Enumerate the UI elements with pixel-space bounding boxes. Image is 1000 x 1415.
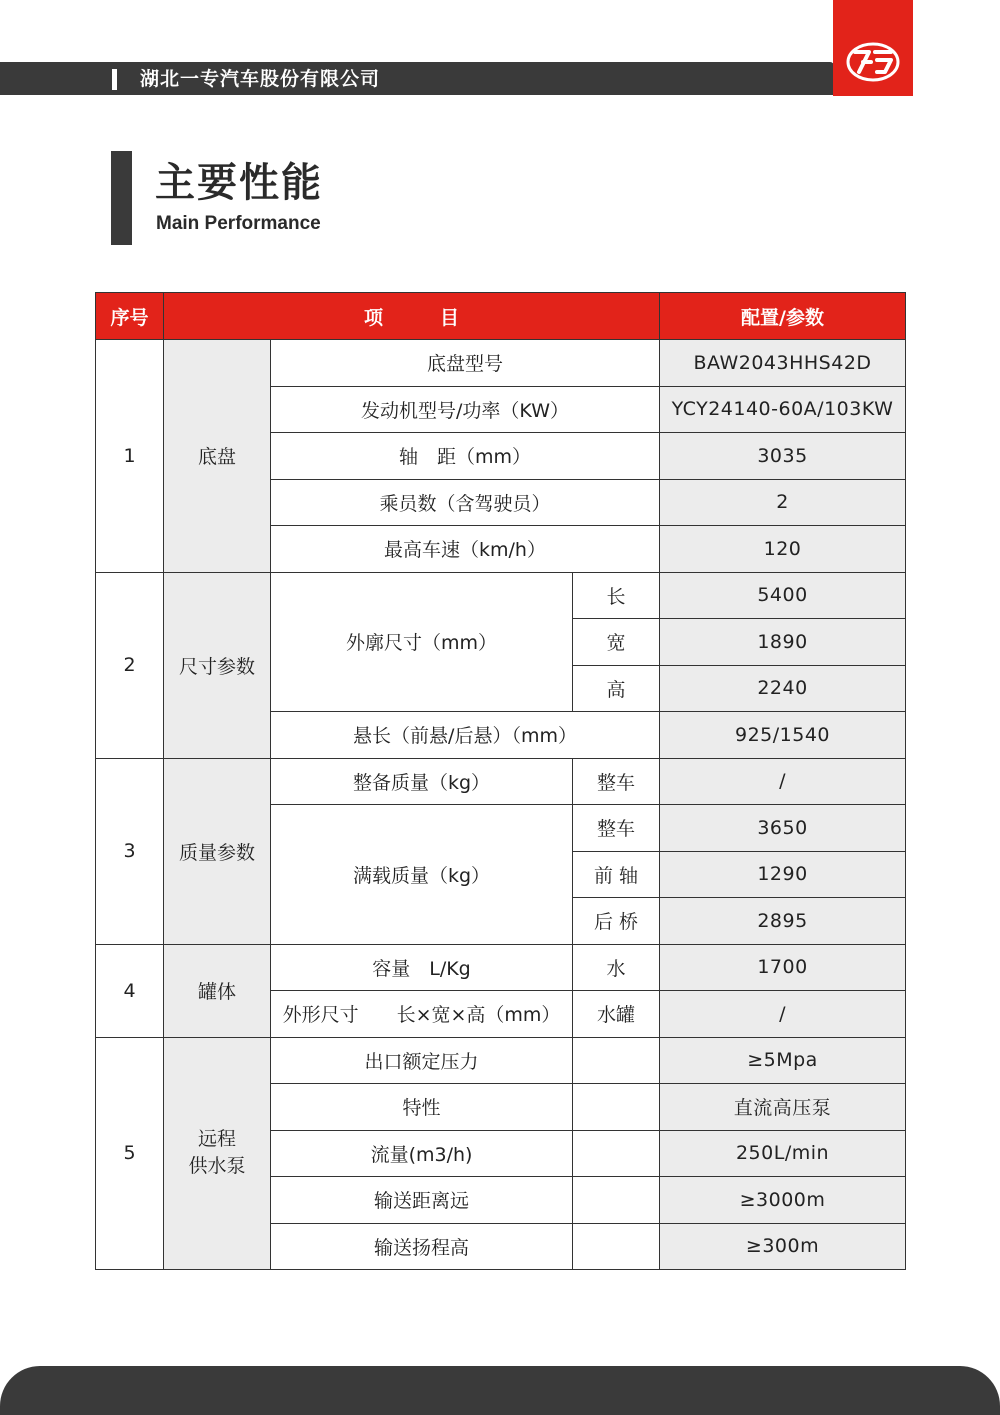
row-value: 5400 <box>660 572 906 619</box>
row-sublabel: 高 <box>573 665 660 712</box>
row-value: 1290 <box>660 851 906 898</box>
row-value: 3650 <box>660 805 906 852</box>
row-label: 流量(m3/h) <box>271 1130 573 1177</box>
company-logo <box>833 0 913 96</box>
section-index: 2 <box>96 572 164 758</box>
row-value: 1890 <box>660 619 906 666</box>
row-label: 容量 L/Kg <box>271 944 573 991</box>
row-label: 底盘型号 <box>271 340 660 387</box>
row-sublabel: 前 轴 <box>573 851 660 898</box>
header-bar <box>0 62 834 95</box>
category-line: 供水泵 <box>188 1155 246 1178</box>
row-value: 925/1540 <box>660 712 906 759</box>
row-label: 输送扬程高 <box>271 1223 573 1270</box>
table-row <box>96 1037 906 1084</box>
row-label: 外形尺寸 长×宽×高（mm） <box>271 991 573 1038</box>
section-category: 质量参数 <box>164 758 271 944</box>
row-value: 2895 <box>660 898 906 945</box>
header-divider-mark <box>112 69 117 90</box>
row-sublabel: 水 <box>573 944 660 991</box>
row-sublabel: 长 <box>573 572 660 619</box>
row-value: BAW2043HHS42D <box>660 340 906 387</box>
row-value: ≥5Mpa <box>660 1037 906 1084</box>
row-value: ≥3000m <box>660 1177 906 1224</box>
row-sublabel-empty <box>573 1037 660 1084</box>
title-accent-bar <box>111 151 132 245</box>
row-label: 满载质量（kg） <box>271 805 573 945</box>
row-label: 乘员数（含驾驶员） <box>271 479 660 526</box>
row-sublabel-empty <box>573 1084 660 1131</box>
footer-bar <box>0 1366 1000 1415</box>
company-logo-icon <box>833 0 913 96</box>
page-subtitle: Main Performance <box>156 213 321 234</box>
row-value: 3035 <box>660 433 906 480</box>
row-value: 250L/min <box>660 1130 906 1177</box>
section-index: 3 <box>96 758 164 944</box>
performance-table <box>95 292 906 1270</box>
row-label: 特性 <box>271 1084 573 1131</box>
row-value: 直流高压泵 <box>660 1084 906 1131</box>
section-index: 1 <box>96 340 164 573</box>
section-category: 罐体 <box>164 944 271 1037</box>
row-value: 2240 <box>660 665 906 712</box>
section-category <box>164 1037 271 1270</box>
section-index: 5 <box>96 1037 164 1270</box>
row-label: 外廓尺寸（mm） <box>271 572 573 712</box>
row-sublabel-empty <box>573 1177 660 1224</box>
row-value: 1700 <box>660 944 906 991</box>
page-title: 主要性能 <box>155 160 323 206</box>
table-row <box>96 340 906 387</box>
row-sublabel: 后 桥 <box>573 898 660 945</box>
table-row <box>96 758 906 805</box>
row-sublabel-empty <box>573 1130 660 1177</box>
table-row <box>96 944 906 991</box>
row-sublabel-empty <box>573 1223 660 1270</box>
section-category: 底盘 <box>164 340 271 573</box>
table-row <box>96 572 906 619</box>
row-sublabel: 整车 <box>573 805 660 852</box>
row-value: 120 <box>660 526 906 573</box>
row-value: / <box>660 758 906 805</box>
row-value: ≥300m <box>660 1223 906 1270</box>
row-label: 最高车速（km/h） <box>271 526 660 573</box>
row-label: 整备质量（kg） <box>271 758 573 805</box>
category-line: 远程 <box>197 1128 236 1151</box>
header-index: 序号 <box>96 293 164 340</box>
header-config: 配置/参数 <box>660 293 906 340</box>
row-label: 出口额定压力 <box>271 1037 573 1084</box>
row-value: 2 <box>660 479 906 526</box>
row-label: 发动机型号/功率（KW） <box>271 386 660 433</box>
row-sublabel: 水罐 <box>573 991 660 1038</box>
row-value: YCY24140-60A/103KW <box>660 386 906 433</box>
section-index: 4 <box>96 944 164 1037</box>
row-sublabel: 整车 <box>573 758 660 805</box>
row-value: / <box>660 991 906 1038</box>
row-label: 轴 距（mm） <box>271 433 660 480</box>
row-label: 输送距离远 <box>271 1177 573 1224</box>
header-item: 项 目 <box>164 293 660 340</box>
table-header-row <box>96 293 906 340</box>
row-sublabel: 宽 <box>573 619 660 666</box>
row-label: 悬长（前悬/后悬）（mm） <box>271 712 660 759</box>
company-name: 湖北一专汽车股份有限公司 <box>140 68 381 90</box>
section-category: 尺寸参数 <box>164 572 271 758</box>
